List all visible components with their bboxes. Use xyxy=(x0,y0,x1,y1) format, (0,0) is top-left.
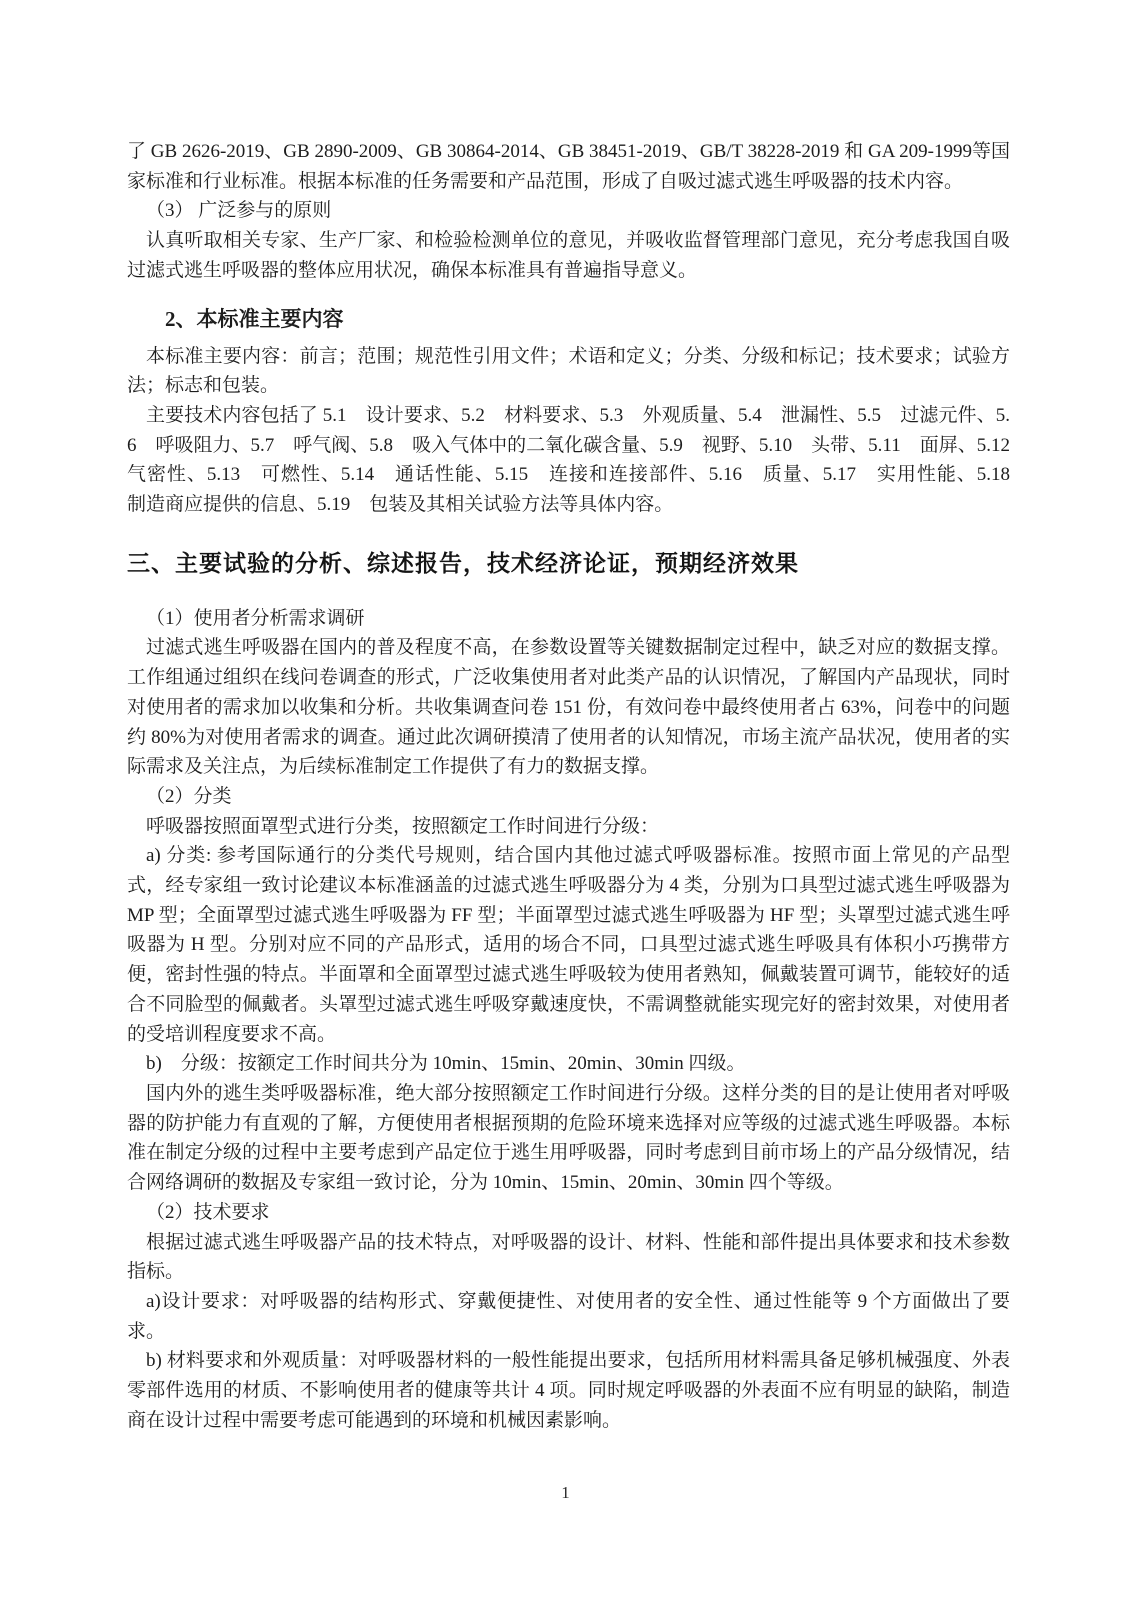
item-1-user-research-label: （1）使用者分析需求调研 xyxy=(146,607,365,629)
paragraph-standard-main-content: 本标准主要内容：前言；范围；规范性引用文件；术语和定义；分类、分级和标记；技术要求；试验方法；标志和包装。 xyxy=(127,345,1010,397)
paragraph-principle-3-body: 认真听取相关专家、生产厂家、和检验检测单位的意见，并吸收监督管理部门意见，充分考虑我国自吸过滤式逃生呼吸器的整体应用状况，确保本标准具有普遍指导意义。 xyxy=(127,230,1010,281)
paragraph-classification-a: a) 分类: 参考国际通行的分类代号规则，结合国内其他过滤式呼吸器标准。按照市面上常见的产品型式，经专家组一致讨论建议本标准涵盖的过滤式逃生呼吸器分为 4 类，分别为口具型过滤式逃生呼吸器为 MP 型；全面罩型过滤式逃生呼吸器为 FF 型；半面罩型过滤式逃生呼吸器为 HF 型；头罩型过滤式逃生呼吸器为 H 型。分别对应不同的产品形式，适用的场合不同，口具型过滤式逃生呼吸具有体积小巧携带方便，密封性强的特点。半面罩和全面罩型过滤式逃生呼吸较为使用者熟知，佩戴装置可调节，能较好的适合不同脸型的佩戴者。头罩型过滤式逃生呼吸穿戴速度快，不需调整就能实现完好的密封效果，对使用者的受培训程度要求不高。 xyxy=(127,845,1010,1045)
paragraph-grading-body: 国内外的逃生类呼吸器标准，绝大部分按照额定工作时间进行分级。这样分类的目的是让使用者对呼吸器的防护能力有直观的了解，方便使用者根据预期的危险环境来选择对应等级的过滤式逃生呼吸器。本标准在制定分级的过程中主要考虑到产品定位于逃生用呼吸器，同时考虑到目前市场上的产品分级情况，结合网络调研的数据及专家组一致讨论，分为 10min、15min、20min、30min 四个等级。 xyxy=(127,1082,1010,1194)
item-2-classification-label: （2）分类 xyxy=(146,785,232,807)
paragraph-design-requirements-a: a)设计要求：对呼吸器的结构形式、穿戴便捷性、对使用者的安全性、通过性能等 9 个方面做出了要求。 xyxy=(127,1290,1010,1342)
section-3-heading: 三、主要试验的分析、综述报告，技术经济论证，预期经济效果 xyxy=(127,549,799,576)
item-principle-3-label: （3） 广泛参与的原则 xyxy=(146,200,332,222)
paragraph-user-research-body: 过滤式逃生呼吸器在国内的普及程度不高，在参数设置等关键数据制定过程中，缺乏对应的数据支撑。工作组通过组织在线问卷调查的形式，广泛收集使用者对此类产品的认识情况，了解国内产品现状，同时对使用者的需求加以收集和分析。共收集调查问卷 151 份，有效问卷中最终使用者占 63%，问卷中的问题约 80%为对使用者需求的调查。通过此次调研摸清了使用者的认知情况，市场主流产品状况，使用者的实际需求及关注点，为后续标准制定工作提供了有力的数据支撑。 xyxy=(127,637,1010,778)
paragraph-standards-continuation: 了 GB 2626-2019、GB 2890-2009、GB 30864-2014、GB 38451-2019、GB/T 38228-2019 和 GA 209-1999等国家标准和行业标准。根据本标准的任务需要和产品范围，形成了自吸过滤式逃生呼吸器的技术内容。 xyxy=(127,141,1010,192)
paragraph-technical-requirements-intro: 根据过滤式逃生呼吸器产品的技术特点，对呼吸器的设计、材料、性能和部件提出具体要求和技术参数指标。 xyxy=(127,1231,1010,1283)
section-2-heading: 2、本标准主要内容 xyxy=(165,306,344,331)
paragraph-technical-content-list: 主要技术内容包括了 5.1 设计要求、5.2 材料要求、5.3 外观质量、5.4 泄漏性、5.5 过滤元件、5.6 呼吸阻力、5.7 呼气阀、5.8 吸入气体中的二氧化碳含量、5.9 视野、5.10 头带、5.11 面屏、5.12 气密性、5.13 可燃性、5.14 通话性能、5.15 连接和连接部件、5.16 质量、5.17 实用性能、5.18 制造商应提供的信息、5.19 包装及其相关试验方法等具体内容。 xyxy=(127,404,1030,516)
paragraph-material-requirements-b: b) 材料要求和外观质量：对呼吸器材料的一般性能提出要求，包括所用材料需具备足够机械强度、外表零部件选用的材质、不影响使用者的健康等共计 4 项。同时规定呼吸器的外表面不应有明显的缺陷，制造商在设计过程中需要考虑可能遇到的环境和机械因素影响。 xyxy=(127,1350,1010,1431)
item-2-technical-requirements-label: （2）技术要求 xyxy=(146,1201,270,1223)
paragraph-classification-intro: 呼吸器按照面罩型式进行分类，按照额定工作时间进行分级： xyxy=(146,815,660,837)
page-number: 1 xyxy=(561,1483,570,1502)
paragraph-grading-b: b) 分级：按额定工作时间共分为 10min、15min、20min、30min 四级。 xyxy=(146,1053,746,1075)
